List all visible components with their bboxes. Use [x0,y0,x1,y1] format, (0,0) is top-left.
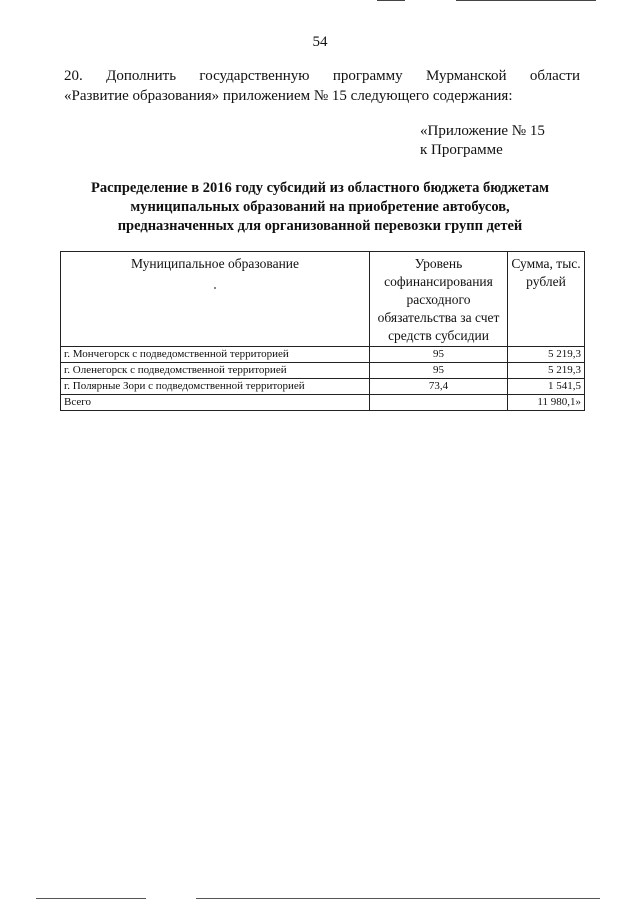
table-header-row [61,252,585,347]
header-municipality [61,252,370,347]
heading-line-2: муниципальных образований на приобретение автобусов, [130,199,510,215]
appendix-subtitle: к Программе [420,142,503,158]
paragraph-line-1: 20. Дополнить государственную программу Мурманской области [64,68,580,84]
cell-total-label: Всего [61,395,370,411]
table-row [61,363,585,379]
page-number: 54 [312,34,328,50]
header-sum: Сумма, тыс. рублей [508,252,585,347]
cell-municipality: г. Оленегорск с подведомственной территорией [61,363,370,379]
scan-artifact-line [196,898,600,899]
header-level: Уровень софинансирования расходного обязательства за счет средств субсидии [370,252,508,347]
header-municipality-label: Муниципальное образование [130,256,300,271]
heading-line-1: Распределение в 2016 году субсидий из областного бюджета бюджетам [90,180,550,196]
table-row [61,379,585,395]
cell-sum: 5 219,3 [508,363,585,379]
cell-level: 95 [370,347,508,363]
scan-artifact-line [36,898,146,899]
cell-total-sum: 11 980,1» [508,395,585,411]
appendix-title: «Приложение № 15 [420,123,545,139]
table-total-row [61,395,585,411]
cell-total-level [370,395,508,411]
subsidy-table [60,251,585,411]
scan-artifact-line [377,0,405,1]
paragraph-line-2: «Развитие образования» приложением № 15 следующего содержания: [64,88,513,104]
cell-municipality: г. Полярные Зори с подведомственной территорией [61,379,370,395]
table-heading [60,179,580,236]
cell-municipality: г. Мончегорск с подведомственной территорией [61,347,370,363]
cell-sum: 5 219,3 [508,347,585,363]
table-row [61,347,585,363]
heading-line-3: предназначенных для организованной перевозки групп детей [117,218,523,234]
scan-artifact-line [456,0,596,1]
cell-sum: 1 541,5 [508,379,585,395]
scan-speck [214,287,216,289]
cell-level: 73,4 [370,379,508,395]
cell-level: 95 [370,363,508,379]
